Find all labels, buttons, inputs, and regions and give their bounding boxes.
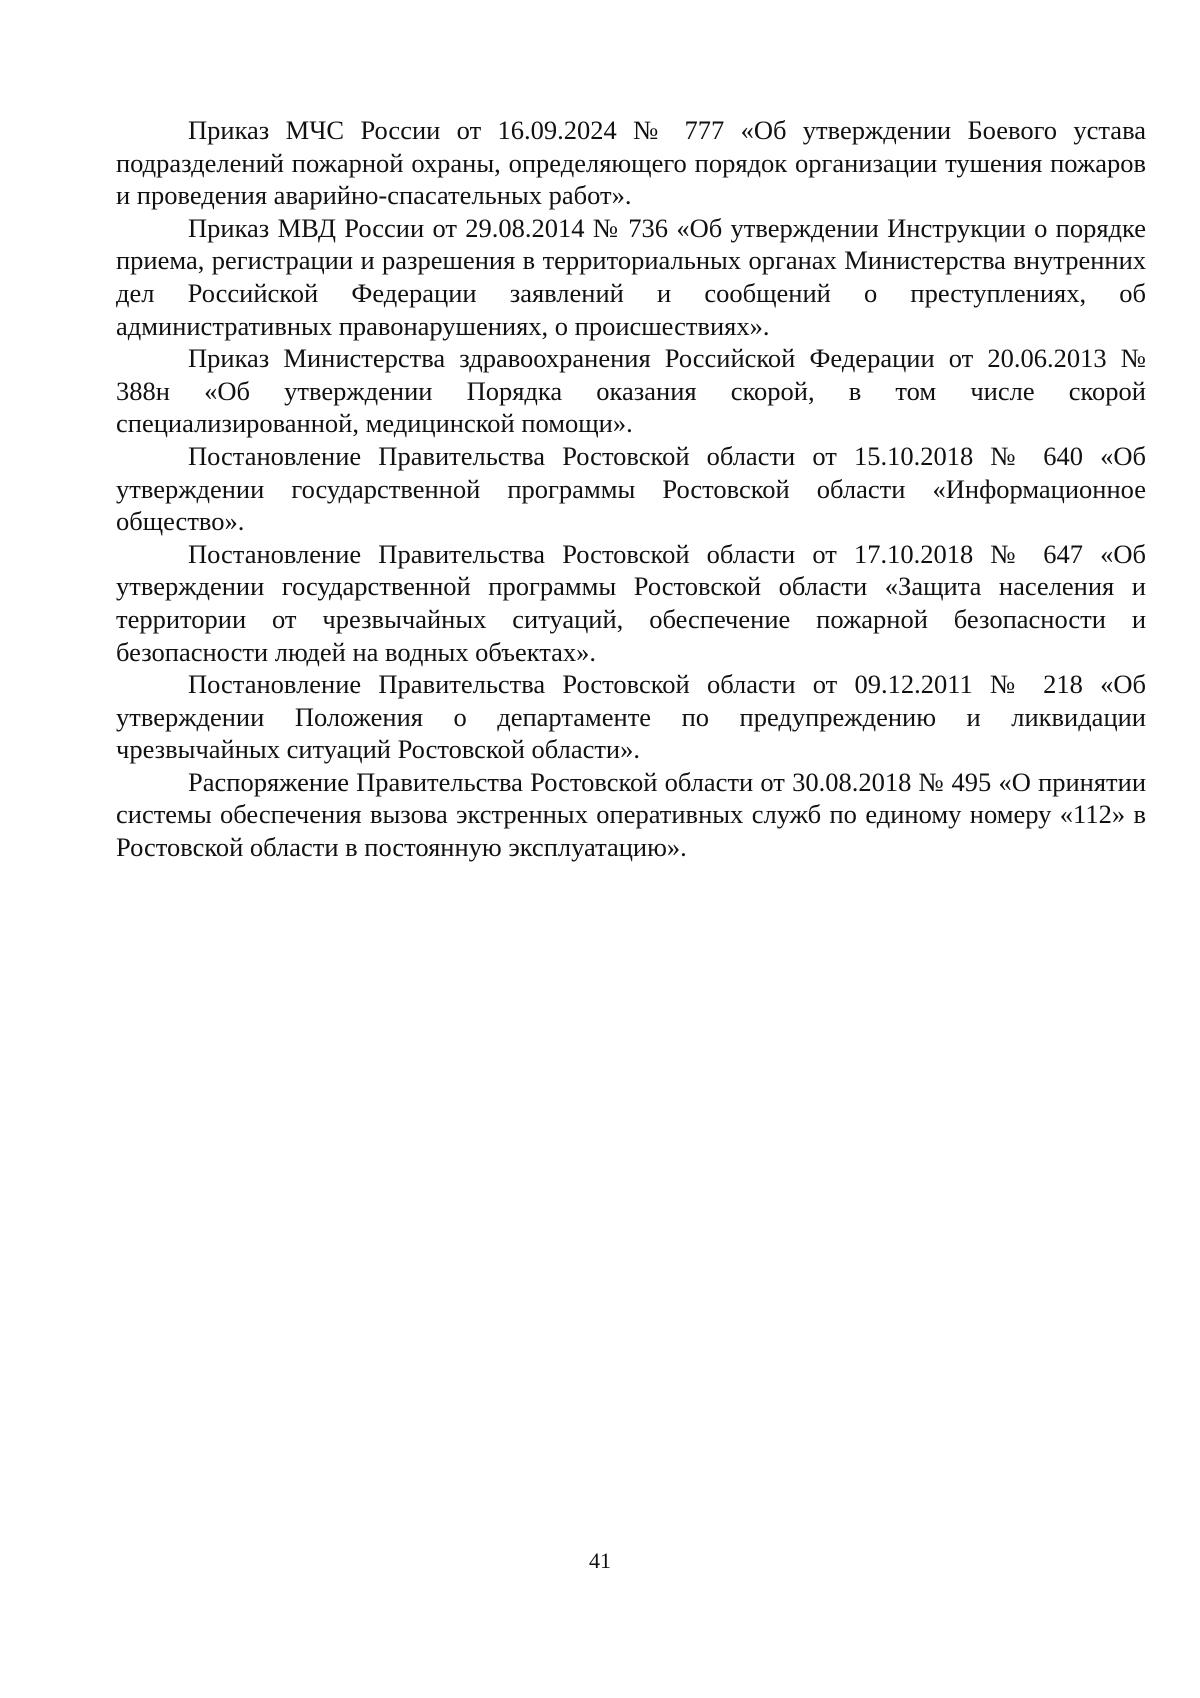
paragraph-minzdrav-order-388n: Приказ Министерства здравоохранения Российской Федерации от 20.06.2013 № 388н «Об утверждении Порядка оказания скорой, в том числе скорой специализированной, медицинской помощи». <box>116 343 1146 439</box>
document-body <box>116 114 1146 864</box>
paragraph-mvd-order-736: Приказ МВД России от 29.08.2014 № 736 «Об утверждении Инструкции о порядке приема, регистрации и разрешения в территориальных органах Министерства внутренних дел Российской Федерации заявлений и сообщений о преступлениях, об административных правонарушениях, о происшествиях». <box>116 212 1146 341</box>
page-number: 41 <box>589 1548 611 1573</box>
paragraph-resolution-647: Постановление Правительства Ростовской области от 17.10.2018 № 647 «Об утверждении государственной программы Ростовской области «Защита населения и территории от чрезвычайных ситуаций, обеспечение пожарной безопасности и безопасности людей на водных объектах». <box>116 538 1146 667</box>
paragraph-order-495: Распоряжение Правительства Ростовской области от 30.08.2018 № 495 «О принятии системы обеспечения вызова экстренных оперативных служб по единому номеру «112» в Ростовской области в постоянную эксплуатацию». <box>116 766 1146 863</box>
paragraph-mchs-order-777: Приказ МЧС России от 16.09.2024 № 777 «Об утверждении Боевого устава подразделений пожарной охраны, определяющего порядок организации тушения пожаров и проведения аварийно-спасательных работ». <box>116 115 1146 211</box>
paragraph-resolution-218: Постановление Правительства Ростовской области от 09.12.2011 № 218 «Об утверждении Положения о департаменте по предупреждению и ликвидации чрезвычайных ситуаций Ростовской области». <box>116 669 1146 765</box>
paragraph-resolution-640: Постановление Правительства Ростовской области от 15.10.2018 № 640 «Об утверждении государственной программы Ростовской области «Информационное общество». <box>116 440 1146 537</box>
